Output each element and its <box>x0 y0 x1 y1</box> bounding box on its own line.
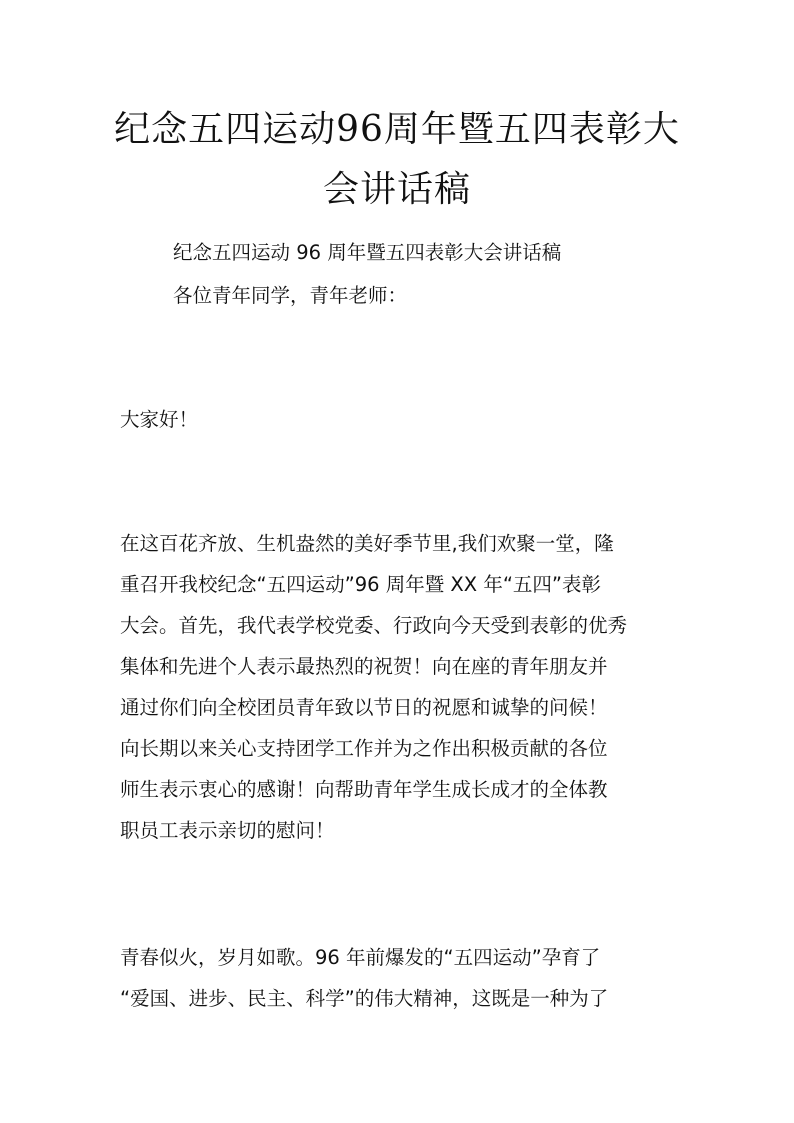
paragraph-line: 在这百花齐放、生机盎然的美好季节里,我们欢聚一堂，隆 <box>120 532 614 555</box>
paragraph-line: 青春似火，岁月如歌。96 年前爆发的“五四运动”孕育了 <box>120 946 601 969</box>
paragraph-line: 向长期以来关心支持团学工作并为之作出积极贡献的各位 <box>120 737 608 760</box>
salutation: 各位青年同学，青年老师： <box>173 284 408 307</box>
paragraph-line: 职员工表示亲切的慰问！ <box>120 819 335 842</box>
document-title-line-1: 纪念五四运动96周年暨五四表彰大 <box>114 109 680 150</box>
document-title-line-2: 会讲话稿 <box>322 169 471 210</box>
paragraph-line: 重召开我校纪念“五四运动”96 周年暨 XX 年“五四”表彰 <box>120 573 602 596</box>
greeting: 大家好！ <box>120 408 199 431</box>
paragraph-line: 通过你们向全校团员青年致以节日的祝愿和诚挚的问候！ <box>120 696 608 719</box>
paragraph-line: “爱国、进步、民主、科学”的伟大精神，这既是一种为了 <box>120 987 609 1010</box>
document-subtitle: 纪念五四运动 96 周年暨五四表彰大会讲话稿 <box>173 241 562 264</box>
paragraph-line: 师生表示衷心的感谢！向帮助青年学生成长成才的全体教 <box>120 778 608 801</box>
paragraph-line: 大会。首先，我代表学校党委、行政向今天受到表彰的优秀 <box>120 614 628 637</box>
paragraph-line: 集体和先进个人表示最热烈的祝贺！向在座的青年朋友并 <box>120 655 608 678</box>
